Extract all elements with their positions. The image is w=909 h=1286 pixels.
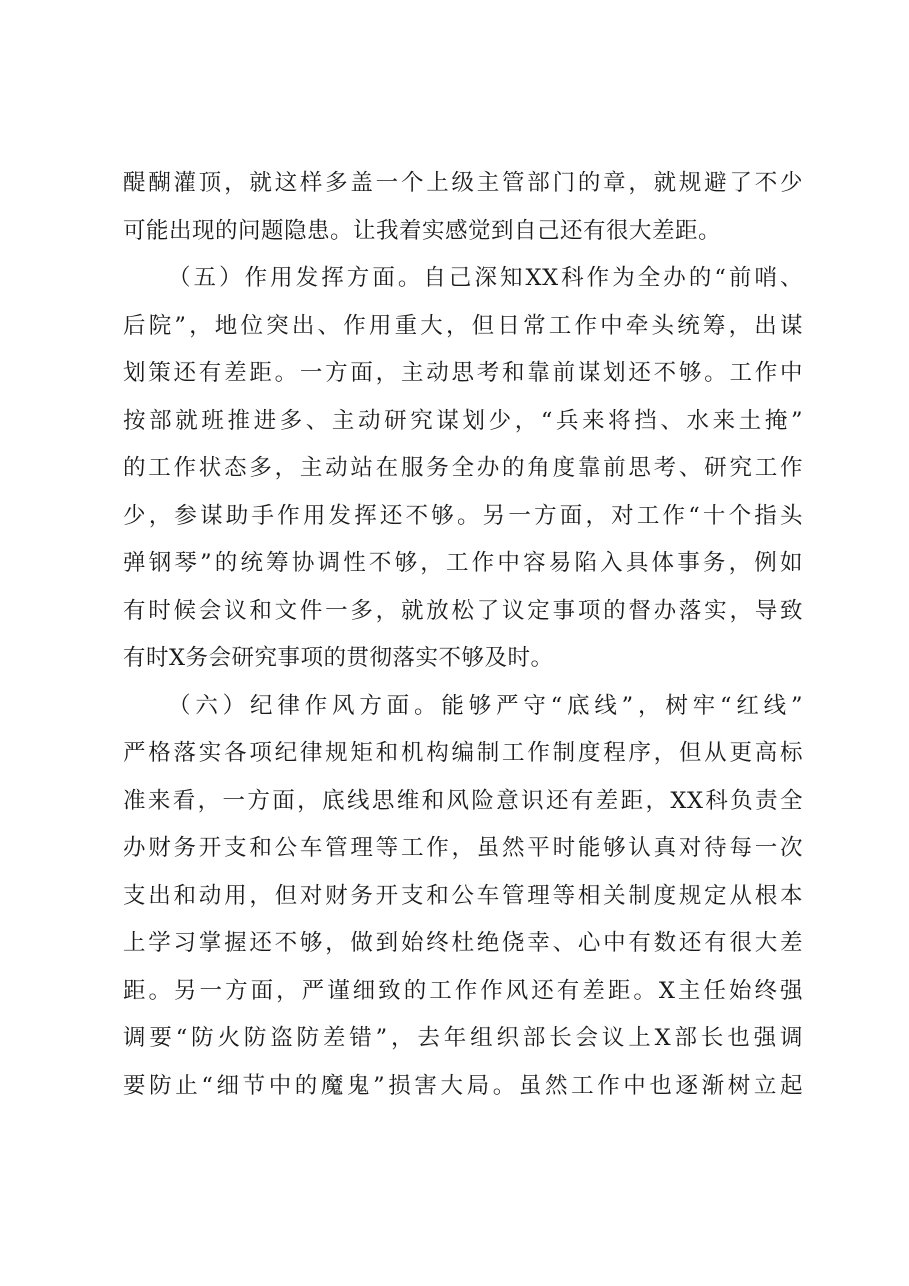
text-line: 有时候会议和文件一多，就放松了议定事项的督办落实，导致	[123, 597, 803, 624]
text-line: 的工作状态多，主动站在服务全办的角度靠前思考、研究工作	[123, 455, 803, 481]
text-line: 办财务开支和公车管理等工作，虽然平时能够认真对待每一次	[123, 835, 803, 861]
text-line: 后院”，地位突出、作用重大，但日常工作中牵头统筹，出谋	[123, 312, 803, 339]
text-line: 醍醐灌顶，就这样多盖一个上级主管部门的章，就规避了不少	[123, 170, 803, 196]
text-line: 有时X务会研究事项的贯彻落实不够及时。	[123, 645, 554, 671]
text-line: 距。另一方面，严谨细致的工作作风还有差距。X主任始终强	[123, 977, 803, 1004]
text-line: 按部就班推进多、主动研究谋划少，“兵来将挡、水来土掩”	[123, 407, 803, 434]
text-line: 弹钢琴”的统筹协调性不够，工作中容易陷入具体事务，例如	[123, 550, 803, 576]
paragraph-heading-line: （五）作用发挥方面。自己深知XX科作为全办的“前哨、	[168, 265, 803, 291]
text-line: 准来看，一方面，底线思维和风险意识还有差距，XX科负责全	[123, 787, 803, 814]
text-line: 少，参谋助手作用发挥还不够。另一方面，对工作“十个指头	[123, 502, 803, 529]
text-line: 可能出现的问题隐患。让我着实感觉到自己还有很大差距。	[123, 217, 722, 244]
text-line: 调要“防火防盗防差错”，去年组织部长会议上X部长也强调	[123, 1025, 803, 1051]
text-line: 支出和动用，但对财务开支和公车管理等相关制度规定从根本	[123, 882, 803, 909]
text-line: 划策还有差距。一方面，主动思考和靠前谋划还不够。工作中	[123, 360, 803, 386]
body-text	[123, 160, 803, 1110]
text-line: 上学习掌握还不够，做到始终杜绝侥幸、心中有数还有很大差	[123, 930, 803, 956]
text-line: 严格落实各项纪律规矩和机构编制工作制度程序，但从更高标	[123, 740, 803, 766]
text-line: 要防止“细节中的魔鬼”损害大局。虽然工作中也逐渐树立起	[123, 1072, 803, 1099]
paragraph-heading-line: （六）纪律作风方面。能够严守“底线”，树牢“红线”	[168, 692, 803, 719]
